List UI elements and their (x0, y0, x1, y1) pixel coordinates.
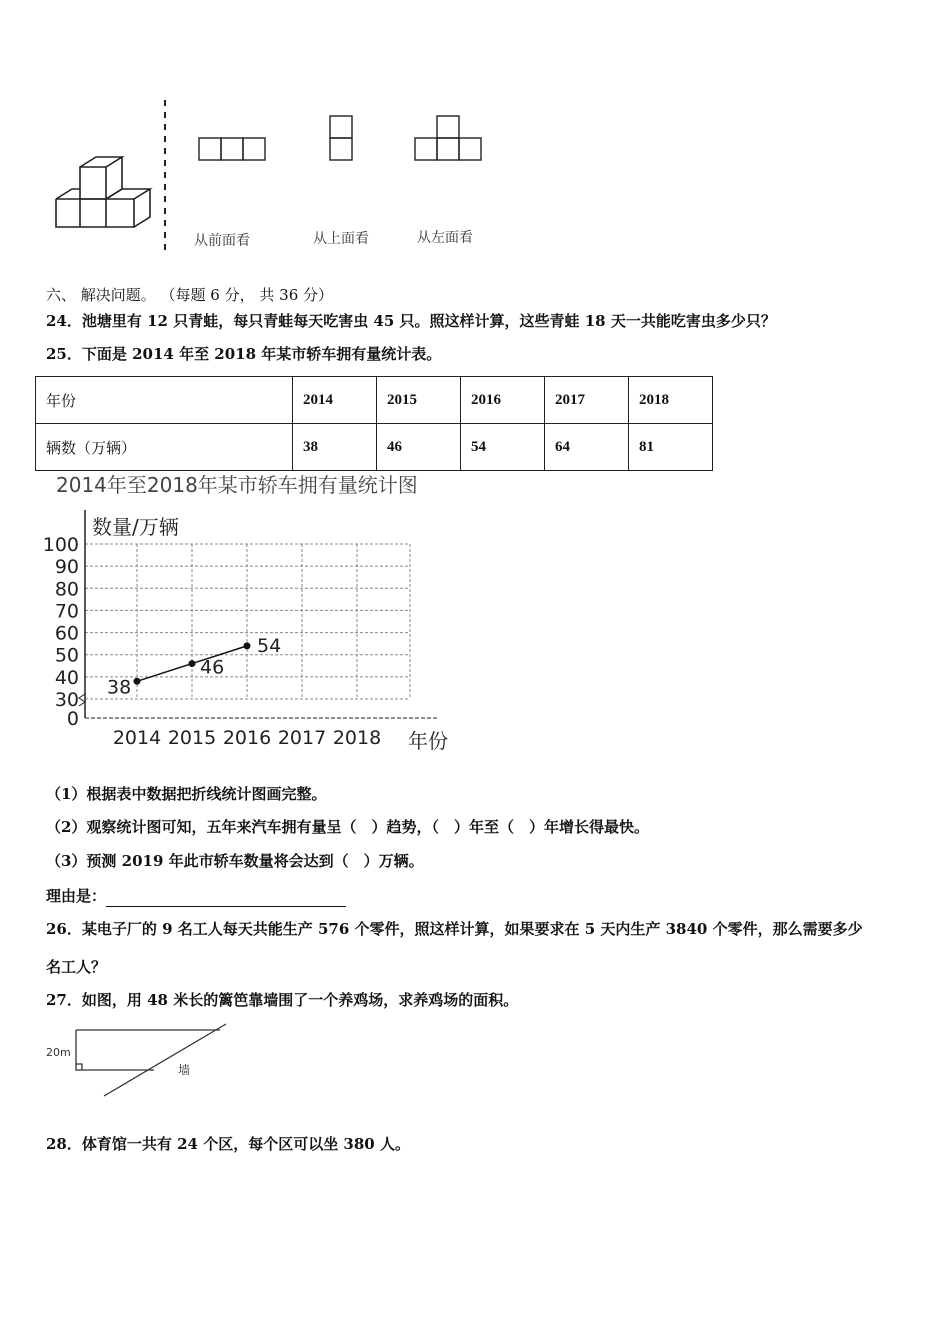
chart-x-tick-label: 2017 (277, 727, 327, 749)
table-cell-year: 2018 (629, 377, 713, 424)
question-26-line-2: 名工人？ (46, 958, 107, 976)
table-header-year: 年份 (36, 377, 293, 424)
chart-x-tick-label: 2016 (222, 727, 272, 749)
table-cell-count: 38 (293, 424, 377, 471)
table-row-years (36, 377, 713, 424)
chart-data-label: 54 (257, 634, 282, 657)
table-cell-count: 46 (377, 424, 461, 471)
top-view-drawing (330, 116, 352, 160)
chart-x-tick-label: 2014 (112, 727, 162, 749)
table-cell-count: 64 (545, 424, 629, 471)
line-chart (40, 470, 470, 760)
chart-y-tick-label: 80 (54, 578, 79, 601)
table-cell-year: 2017 (545, 377, 629, 424)
chart-y-tick-label: 100 (42, 534, 79, 556)
table-header-count: 辆数（万辆） (36, 424, 293, 471)
question-24: 24．池塘里有 12 只青蛙，每只青蛙每天吃害虫 45 只。照这样计算，这些青蛙 18 天一共能吃害虫多少只？ (46, 312, 776, 330)
chart-y-tick-label: 90 (54, 556, 79, 579)
reason-answer-blank[interactable] (106, 890, 346, 907)
chart-title: 2014年至2018年某市轿车拥有量统计图 (56, 473, 418, 497)
table-cell-year: 2014 (293, 377, 377, 424)
table-cell-count: 54 (461, 424, 545, 471)
chart-y-tick-label: 50 (54, 644, 79, 667)
chart-x-tick-label: 2018 (332, 727, 382, 749)
car-statistics-table (35, 376, 713, 471)
chart-x-label: 年份 (408, 729, 448, 753)
top-view-label: 从上面看 (313, 231, 369, 247)
table-cell-year: 2015 (377, 377, 461, 424)
chart-y-tick-label: 0 (66, 708, 79, 730)
left-view-label: 从左面看 (417, 230, 473, 246)
chart-y-tick-label: 60 (54, 622, 79, 645)
chart-axis-break (79, 694, 85, 706)
chart-y-tick-label: 30 (54, 689, 79, 711)
chart-point (244, 642, 251, 649)
table-cell-count: 81 (629, 424, 713, 471)
question-27: 27．如图，用 48 米长的篱笆靠墙围了一个养鸡场，求养鸡场的面积。 (46, 991, 519, 1009)
chart-y-tick-label: 40 (54, 666, 79, 689)
chicken-yard-figure (44, 1018, 244, 1103)
cube-stack-drawing (56, 157, 150, 227)
chart-x-tick-label: 2015 (167, 727, 217, 749)
question-25-part-3: （3）预测 2019 年此市轿车数量将会达到（ ）万辆。 (46, 852, 424, 870)
table-cell-year: 2016 (461, 377, 545, 424)
wall-label: 墙 (178, 1063, 191, 1077)
front-view-label: 从前面看 (194, 233, 250, 249)
chart-data-label: 46 (200, 656, 225, 679)
section-heading: 六、 解决问题。 （每题 6 分， 共 36 分） (46, 286, 334, 304)
left-view-drawing (415, 116, 481, 160)
chart-data-label: 38 (107, 676, 132, 699)
front-view-drawing (199, 138, 265, 160)
question-26-line-1: 26．某电子厂的 9 名工人每天共能生产 576 个零件，照这样计算，如果要求在 5 天内生产 3840 个零件，那么需要多少 (46, 920, 863, 938)
chart-point (134, 678, 141, 685)
question-25-part-2: （2）观察统计图可知，五年来汽车拥有量呈（ ）趋势，（ ）年至（ ）年增长得最快。 (46, 818, 649, 836)
side-length-label: 20m (46, 1046, 71, 1059)
table-row-counts (36, 424, 713, 471)
question-25-intro: 25．下面是 2014 年至 2018 年某市轿车拥有量统计表。 (46, 345, 442, 363)
question-28: 28．体育馆一共有 24 个区，每个区可以坐 380 人。 (46, 1135, 410, 1153)
question-25-part-1: （1）根据表中数据把折线统计图画完整。 (46, 785, 327, 803)
chart-point (189, 660, 196, 667)
reason-label: 理由是： (46, 887, 107, 905)
chart-y-tick-label: 70 (54, 600, 79, 623)
chart-y-label: 数量/万辆 (92, 515, 179, 539)
reason-line (46, 885, 346, 907)
